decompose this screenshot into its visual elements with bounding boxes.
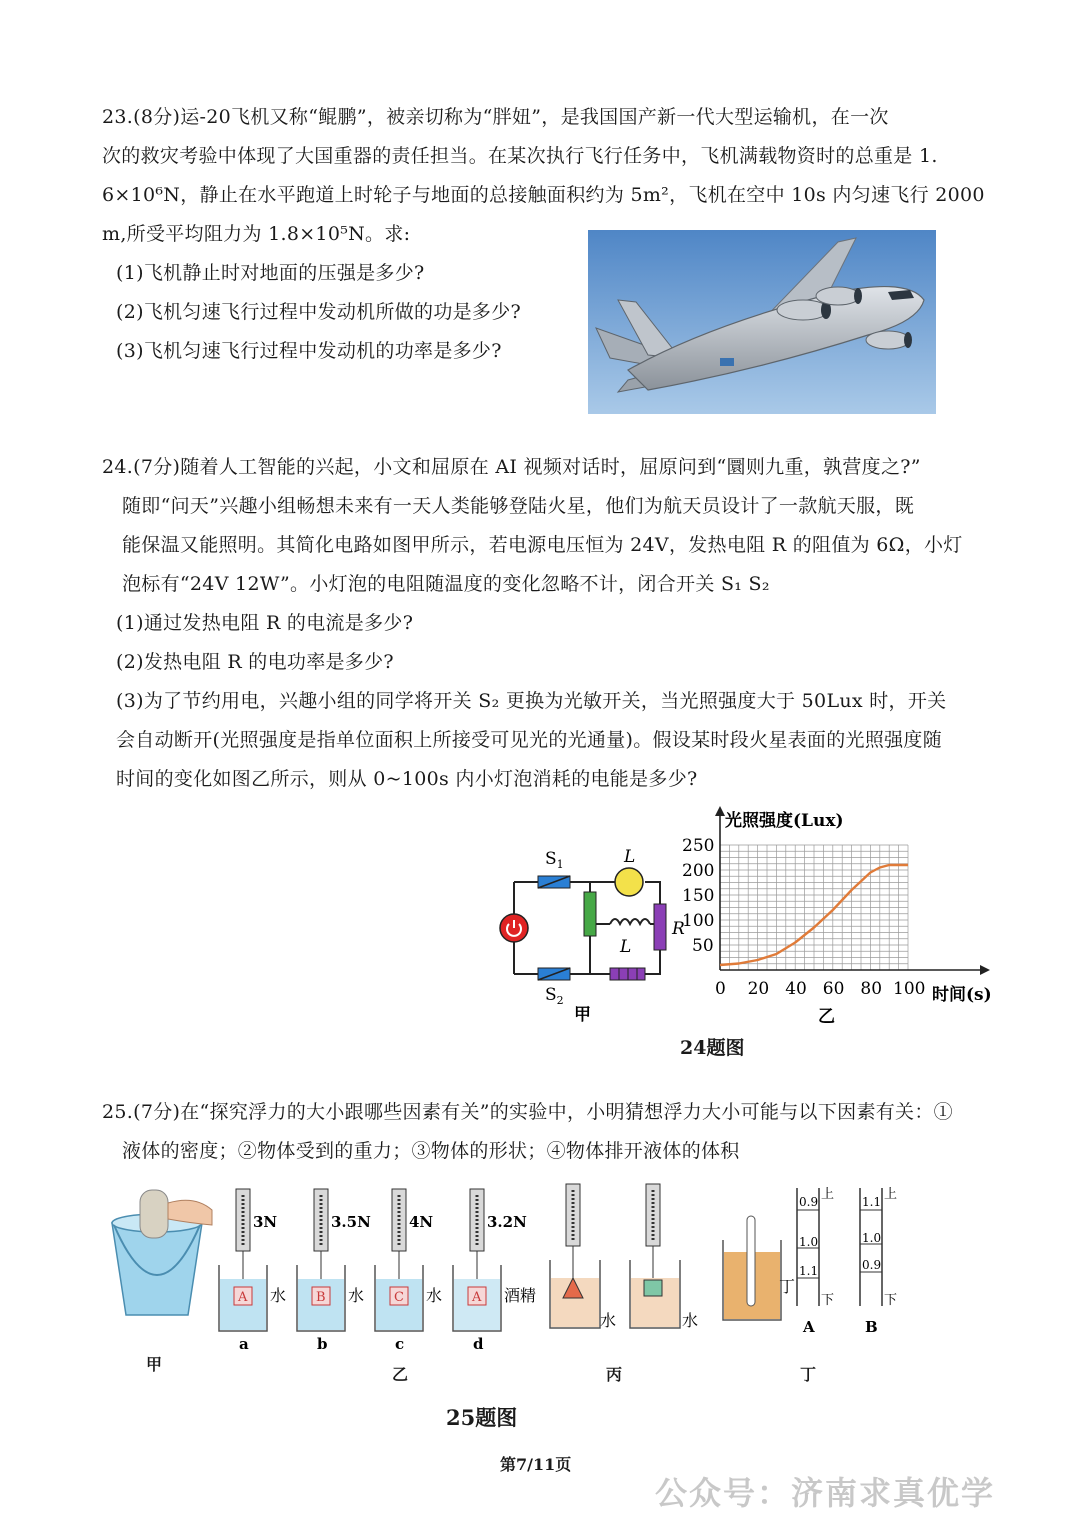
graph-label-yi: 乙 — [818, 1007, 835, 1027]
label-yi: 乙 — [392, 1365, 409, 1384]
q24-sub-1: (1)通过发热电阻 R 的电流是多少? — [116, 612, 414, 634]
graph-xlabel: 时间(s) — [932, 985, 992, 1005]
q24-sub-3c: 时间的变化如图乙所示，则从 0~100s 内小灯泡消耗的电能是多少? — [116, 768, 698, 790]
scale-bing-1 — [550, 1184, 600, 1328]
q23-line-2: 次的救灾考验中体现了大国重器的责任担当。在某次执行飞行任务中，飞机满载物资时的总重是 1. — [102, 145, 938, 167]
q23-line-1: 23.(8分)运-20飞机又称“鲲鹏”，被亲切称为“胖妞”，是我国国产新一代大型运输机，在一次 — [102, 106, 889, 128]
graph-ylabel: 光照强度(Lux) — [725, 811, 844, 831]
bing-liquid-2: 水 — [682, 1311, 699, 1330]
scale-reading: 4N — [409, 1213, 434, 1231]
hyd-a-bottom: 下 — [821, 1293, 835, 1308]
lamp-icon — [615, 868, 643, 896]
lamp-label: L — [624, 847, 636, 867]
label-bing: 丙 — [606, 1365, 623, 1384]
y-tick-label: 200 — [682, 861, 715, 881]
ding-marker: 丁 — [779, 1277, 796, 1296]
s1-label: $S_1$ — [545, 849, 564, 871]
q23-sub-1: (1)飞机静止时对地面的压强是多少? — [116, 262, 425, 284]
hyd-b-top: 上 — [884, 1187, 898, 1202]
q25-line-1: 25.(7分)在“探究浮力的大小跟哪些因素有关”的实验中，小明猜想浮力大小可能与以下因素有关：① — [102, 1101, 953, 1123]
q23-sub-3: (3)飞机匀速飞行过程中发动机的功率是多少? — [116, 340, 502, 362]
scale-reading: 3.2N — [487, 1213, 527, 1231]
hyd-b-mark-3: 0.9 — [862, 1258, 882, 1272]
x-tick-label: 20 — [747, 979, 770, 999]
coil-icon — [610, 919, 650, 924]
y-tick-label: 50 — [692, 936, 714, 956]
beaker-label: c — [395, 1335, 405, 1350]
label-jia: 甲 — [146, 1355, 163, 1374]
hyd-a-top: 上 — [821, 1187, 835, 1202]
beaker-label: a — [239, 1335, 249, 1350]
green-resistor-icon — [584, 892, 596, 936]
liquid-label: 酒精 — [504, 1286, 537, 1305]
q24-line-2: 随即“问天”兴趣小组畅想未来有一天人类能够登陆火星，他们为航天员设计了一款航天服，既 — [122, 495, 915, 517]
x-tick-label: 100 — [893, 979, 926, 999]
x-tick-label: 40 — [785, 979, 807, 999]
object-block-label: A — [472, 1290, 482, 1305]
y-tick-label: 250 — [682, 836, 715, 856]
x-axis-arrow — [980, 965, 990, 975]
r-label: R — [672, 919, 685, 939]
scale-reading: 3.5N — [331, 1213, 371, 1231]
object-block-label: C — [394, 1290, 404, 1305]
circuit-label-jia: 甲 — [574, 1005, 591, 1025]
heater-r-icon — [654, 904, 666, 950]
q24-line-4: 泡标有“24V 12W”。小灯泡的电阻随温度的变化忽略不计，闭合开关 S₁ S₂ — [122, 573, 770, 595]
scale-group-a — [219, 1189, 286, 1350]
beaker-label: d — [473, 1335, 484, 1350]
bucket-illustration — [100, 1185, 220, 1325]
q24-line-1: 24.(7分)随着人工智能的兴起，小文和屈原在 AI 视频对话时，屈原问到“圜则九重，孰营度之?” — [102, 456, 921, 478]
hyd-b-mark-1: 1.1 — [862, 1195, 882, 1209]
liquid-label: 水 — [426, 1286, 443, 1305]
watermark-text: 公众号：济南求真优学 — [655, 1474, 996, 1512]
y-axis-arrow — [715, 806, 725, 816]
hyd-b-mark-2: 1.0 — [862, 1231, 882, 1245]
scale-group-c — [375, 1189, 442, 1350]
q24-figure-caption: 24题图 — [680, 1037, 745, 1059]
graph-grid — [720, 845, 908, 970]
x-tick-label: 0 — [715, 979, 726, 999]
q23-line-3: 6×10⁶N，静止在水平跑道上时轮子与地面的总接触面积约为 5m²，飞机在空中 10s 内匀速飞行 2000 — [102, 184, 985, 206]
hyd-a-mark-2: 1.0 — [799, 1235, 819, 1249]
liquid-label: 水 — [270, 1286, 287, 1305]
q25-figure-caption: 25题图 — [446, 1405, 518, 1430]
x-tick-label: 60 — [822, 979, 845, 999]
beaker-label: b — [317, 1335, 328, 1350]
s2-label: $S_2$ — [545, 985, 564, 1007]
y-tick-label: 100 — [682, 911, 715, 931]
hydrometer-b — [860, 1187, 897, 1336]
airplane-photo — [588, 230, 936, 414]
hydrometer-experiment — [715, 1180, 910, 1345]
q24-sub-3a: (3)为了节约用电，兴趣小组的同学将开关 S₂ 更换为光敏开关，当光照强度大于 50Lux 时，开关 — [116, 690, 947, 712]
scale-group-d — [453, 1189, 536, 1350]
x-tick-label: 80 — [860, 979, 883, 999]
q24-line-3: 能保温又能照明。其简化电路如图甲所示，若电源电压恒为 24V，发热电阻 R 的阻值为 6Ω，小灯 — [122, 534, 963, 556]
hydrometer-a — [797, 1187, 834, 1336]
hyd-a-name: A — [803, 1318, 815, 1336]
q23-line-4: m,所受平均阻力为 1.8×10⁵N。求: — [102, 223, 411, 245]
q23-sub-2: (2)飞机匀速飞行过程中发动机所做的功是多少? — [116, 301, 522, 323]
scale-reading: 3N — [253, 1213, 278, 1231]
q24-sub-2: (2)发热电阻 R 的电功率是多少? — [116, 651, 394, 673]
hyd-b-bottom: 下 — [884, 1293, 898, 1308]
circuit-diagram — [490, 840, 700, 1030]
scale-bing-2 — [630, 1184, 680, 1328]
q24-sub-3b: 会自动断开(光照强度是指单位面积上所接受可见光的光通量)。假设某时段火星表面的光照强度随 — [116, 729, 943, 751]
light-intensity-graph — [670, 800, 1000, 1030]
object-block-label: A — [238, 1290, 248, 1305]
q25-line-2: 液体的密度；②物体受到的重力；③物体的形状；④物体排开液体的体积 — [122, 1140, 740, 1162]
hyd-b-name: B — [865, 1318, 878, 1336]
label-ding: 丁 — [800, 1365, 817, 1384]
shape-experiment — [540, 1180, 710, 1340]
scale-group-b — [297, 1189, 371, 1350]
liquid-label: 水 — [348, 1286, 365, 1305]
hyd-a-mark-3: 1.1 — [799, 1264, 819, 1278]
spring-scale-beakers — [205, 1185, 555, 1350]
y-tick-label: 150 — [682, 886, 715, 906]
coil-label: L — [620, 937, 632, 957]
object-block-label: B — [316, 1290, 326, 1305]
bing-liquid-1: 水 — [600, 1311, 617, 1330]
hyd-a-mark-1: 0.9 — [799, 1195, 819, 1209]
page-number: 第7/11页 — [500, 1455, 572, 1474]
